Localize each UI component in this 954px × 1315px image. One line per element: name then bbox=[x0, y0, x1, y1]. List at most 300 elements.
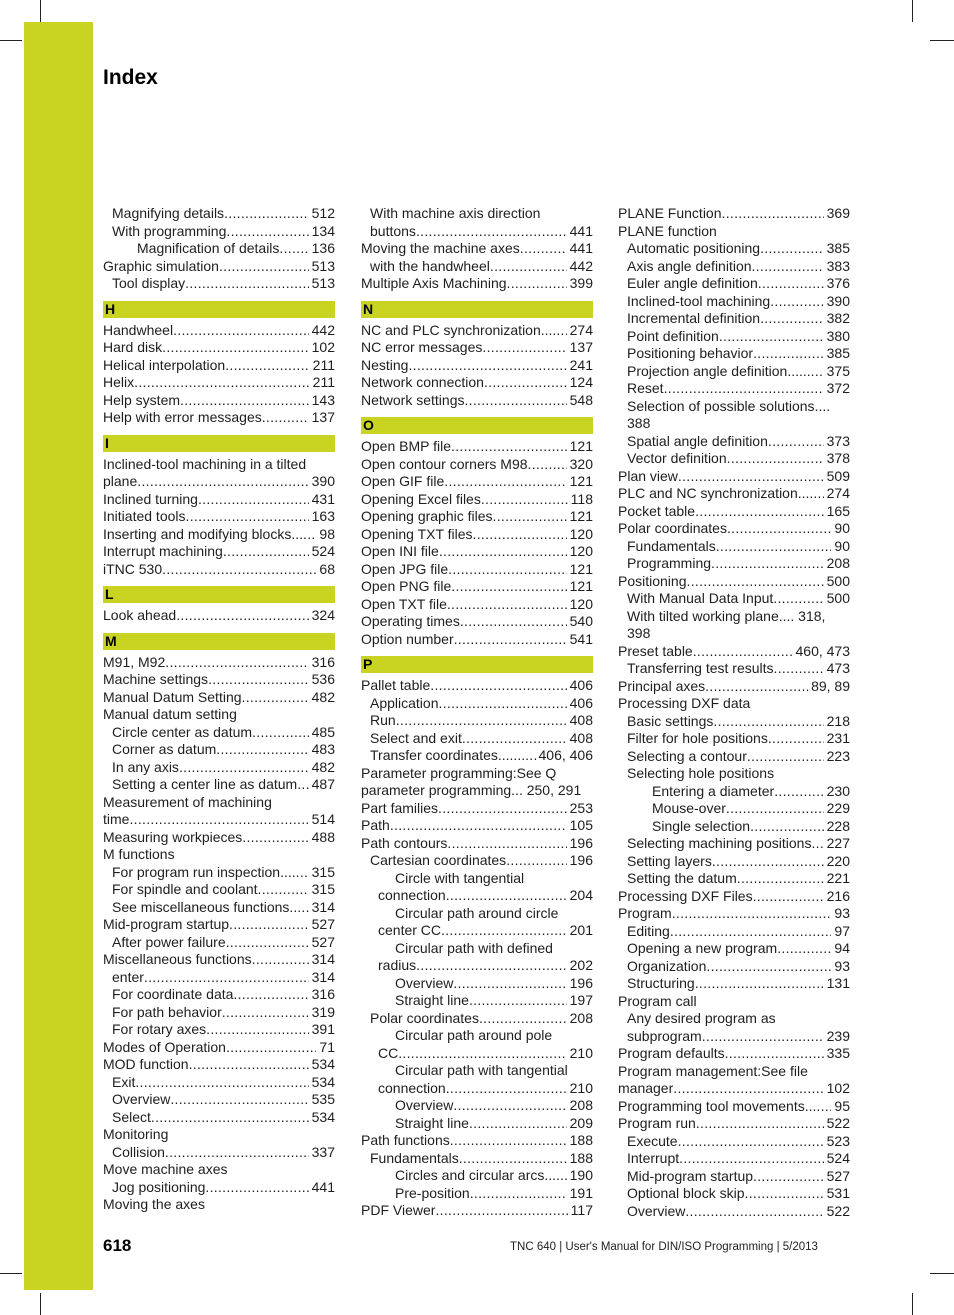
entry-term: Reset bbox=[627, 380, 664, 396]
dot-leader bbox=[252, 951, 309, 969]
index-column-3 bbox=[618, 205, 850, 1220]
entry-page-ref: 229 bbox=[826, 800, 850, 816]
index-entry bbox=[618, 363, 850, 381]
dot-leader bbox=[180, 392, 309, 410]
entry-page-ref: 253 bbox=[569, 799, 593, 816]
dot-leader bbox=[173, 322, 309, 340]
index-letter-heading: O bbox=[361, 417, 593, 434]
entry-term: Automatic positioning bbox=[627, 240, 761, 256]
index-entry bbox=[103, 864, 335, 882]
index-entry bbox=[361, 1097, 593, 1115]
dot-leader bbox=[390, 817, 567, 835]
index-entry-text: Any desired program as bbox=[627, 1010, 776, 1026]
index-entry bbox=[618, 205, 850, 223]
entry-page-ref: 369 bbox=[826, 205, 850, 221]
entry-page-ref: 163 bbox=[311, 508, 335, 524]
entry-page-ref: 482 bbox=[311, 758, 335, 775]
index-entry bbox=[618, 1203, 850, 1221]
entry-term: Overview bbox=[112, 1091, 171, 1107]
index-entry bbox=[361, 1115, 593, 1133]
index-entry bbox=[618, 678, 850, 696]
dot-leader bbox=[727, 450, 824, 468]
index-entry bbox=[103, 473, 335, 491]
index-entry bbox=[361, 887, 593, 905]
dot-leader bbox=[460, 613, 567, 631]
entry-page-ref: 316 bbox=[311, 653, 335, 670]
index-entry bbox=[103, 543, 335, 561]
index-entry bbox=[618, 310, 850, 328]
entry-term: Program bbox=[618, 905, 672, 921]
entry-page-ref: 121 bbox=[569, 473, 593, 489]
index-letter-heading: M bbox=[103, 633, 335, 650]
entry-page-ref: 522 bbox=[826, 1115, 850, 1131]
entry-page-ref: 319 bbox=[311, 1003, 335, 1020]
entry-term: Execute bbox=[627, 1132, 678, 1149]
entry-term: Part families bbox=[361, 799, 439, 816]
dot-leader bbox=[774, 783, 823, 801]
index-entry bbox=[103, 654, 335, 672]
entry-term: Inserting and modifying blocks... bbox=[103, 525, 303, 542]
entry-page-ref: 390 bbox=[826, 292, 850, 309]
dot-leader bbox=[768, 730, 824, 748]
index-entry bbox=[361, 747, 593, 765]
entry-page-ref: 274 bbox=[826, 485, 850, 501]
index-entry bbox=[361, 1150, 593, 1168]
crop-mark bbox=[912, 1293, 913, 1315]
entry-term: Polar coordinates bbox=[370, 1009, 479, 1026]
entry-page-ref: 442 bbox=[311, 321, 335, 338]
entry-page-ref: 500 bbox=[826, 572, 850, 589]
dot-leader bbox=[705, 678, 808, 696]
entry-page-ref: 523 bbox=[826, 1132, 850, 1149]
entry-term: Pallet table bbox=[361, 677, 431, 693]
entry-page-ref: 524 bbox=[311, 543, 335, 559]
index-entry bbox=[361, 543, 593, 561]
entry-term: Fundamentals bbox=[627, 537, 716, 554]
index-entry bbox=[618, 1028, 850, 1046]
entry-term: Open BMP file bbox=[361, 438, 452, 454]
entry-term: Path contours bbox=[361, 834, 448, 851]
index-entry-text: Parameter programming:See Q bbox=[361, 764, 557, 781]
entry-page-ref: 68 bbox=[319, 560, 335, 577]
entry-term: Opening graphic files bbox=[361, 508, 493, 524]
dot-leader bbox=[464, 392, 566, 410]
index-entry bbox=[618, 538, 850, 556]
entry-page-ref: 482 bbox=[311, 688, 335, 705]
dot-leader bbox=[753, 1168, 824, 1186]
dot-leader bbox=[716, 538, 832, 556]
index-entry-text: With tilted working plane.... 318, bbox=[627, 607, 826, 624]
dot-leader bbox=[165, 654, 308, 672]
entry-term: Spatial angle definition bbox=[627, 432, 768, 449]
index-entry bbox=[618, 748, 850, 766]
dot-leader bbox=[813, 485, 823, 503]
entry-term: Moving the machine axes bbox=[361, 240, 520, 256]
index-entry bbox=[361, 1010, 593, 1028]
index-entry bbox=[618, 783, 850, 801]
entry-term: Opening a new program bbox=[627, 940, 778, 956]
dot-leader bbox=[398, 1045, 566, 1063]
index-entry bbox=[361, 613, 593, 631]
index-entry bbox=[103, 1109, 335, 1127]
entry-page-ref: 211 bbox=[312, 356, 335, 373]
entry-page-ref: 197 bbox=[569, 992, 593, 1008]
index-entry bbox=[618, 818, 850, 836]
index-entry bbox=[103, 508, 335, 526]
dot-leader bbox=[435, 1202, 567, 1220]
entry-page-ref: 378 bbox=[826, 450, 850, 466]
dot-leader bbox=[222, 1004, 309, 1022]
entry-term: PDF Viewer bbox=[361, 1202, 436, 1218]
dot-leader bbox=[673, 1080, 823, 1098]
dot-leader bbox=[737, 870, 824, 888]
entry-page-ref: 143 bbox=[311, 391, 335, 408]
dot-leader bbox=[205, 1179, 308, 1197]
entry-term: Machine settings bbox=[103, 671, 209, 687]
entry-term: Mouse-over bbox=[652, 800, 726, 816]
index-entry bbox=[361, 275, 593, 293]
index-entry-text: Monitoring bbox=[103, 1126, 169, 1142]
entry-page-ref: 94 bbox=[834, 940, 850, 956]
entry-term: Open contour corners M98 bbox=[361, 455, 528, 472]
dot-leader bbox=[713, 713, 823, 731]
entry-page-ref: 102 bbox=[311, 339, 335, 355]
dot-leader bbox=[556, 322, 566, 340]
index-entry bbox=[618, 730, 850, 748]
dot-leader bbox=[447, 835, 566, 853]
entry-term: Program defaults bbox=[618, 1045, 725, 1061]
entry-page-ref: 90 bbox=[834, 537, 850, 554]
entry-page-ref: 316 bbox=[311, 986, 335, 1002]
entry-term: Opening Excel files bbox=[361, 490, 481, 507]
entry-page-ref: 391 bbox=[311, 1021, 335, 1037]
index-entry bbox=[361, 456, 593, 474]
index-entry bbox=[103, 934, 335, 952]
entry-page-ref: 121 bbox=[569, 578, 593, 594]
dot-leader bbox=[446, 1080, 567, 1098]
dot-leader bbox=[233, 986, 308, 1004]
entry-term: Positioning bbox=[618, 572, 687, 589]
entry-term: Setting the datum bbox=[627, 870, 737, 886]
dot-leader bbox=[226, 223, 308, 241]
dot-leader bbox=[664, 380, 824, 398]
index-entry bbox=[103, 724, 335, 742]
dot-leader bbox=[170, 1091, 308, 1109]
entry-page-ref: 216 bbox=[826, 887, 850, 904]
entry-term: Program run bbox=[618, 1115, 696, 1131]
index-entry bbox=[103, 223, 335, 241]
index-entry bbox=[103, 322, 335, 340]
dot-leader bbox=[206, 1021, 309, 1039]
entry-page-ref: 485 bbox=[311, 723, 335, 740]
dot-leader bbox=[242, 829, 308, 847]
dot-leader bbox=[811, 835, 823, 853]
dot-leader bbox=[712, 853, 824, 871]
index-entry bbox=[103, 1144, 335, 1162]
dot-leader bbox=[711, 555, 824, 573]
dot-leader bbox=[454, 631, 567, 649]
index-entry bbox=[361, 374, 593, 392]
page-title: Index bbox=[103, 66, 158, 89]
entry-term: Transfer coordinates....... bbox=[370, 747, 526, 763]
entry-term: Vector definition bbox=[627, 450, 727, 466]
index-entry bbox=[361, 596, 593, 614]
index-entry bbox=[361, 631, 593, 649]
dot-leader bbox=[770, 293, 823, 311]
index-entry bbox=[618, 870, 850, 888]
index-entry-text: Program call bbox=[618, 992, 697, 1009]
entry-page-ref: 220 bbox=[826, 852, 850, 869]
index-entry bbox=[361, 322, 593, 340]
index-entry bbox=[103, 759, 335, 777]
index-entry bbox=[618, 905, 850, 923]
index-letter-heading: H bbox=[103, 301, 335, 318]
dot-leader bbox=[252, 724, 309, 742]
dot-leader bbox=[446, 887, 567, 905]
entry-term: Exit bbox=[112, 1073, 136, 1090]
index-entry bbox=[618, 1098, 850, 1116]
dot-leader bbox=[208, 671, 309, 689]
dot-leader bbox=[297, 776, 308, 794]
index-entry bbox=[103, 339, 335, 357]
index-entry bbox=[103, 491, 335, 509]
entry-term: Corner as datum bbox=[112, 741, 217, 757]
index-entry bbox=[103, 951, 335, 969]
entry-page-ref: 531 bbox=[826, 1185, 850, 1201]
dot-leader bbox=[189, 1056, 309, 1074]
crop-mark bbox=[40, 0, 41, 22]
entry-page-ref: 120 bbox=[569, 595, 593, 612]
entry-page-ref: 524 bbox=[826, 1150, 850, 1166]
crop-mark bbox=[0, 1273, 22, 1274]
entry-term: Overview bbox=[395, 974, 454, 991]
index-entry-text: Circular path around pole bbox=[395, 1027, 553, 1043]
entry-term: Point definition bbox=[627, 327, 719, 344]
dot-leader bbox=[750, 818, 824, 836]
entry-page-ref: 231 bbox=[826, 730, 850, 746]
entry-term: Application bbox=[370, 694, 439, 711]
entry-page-ref: 131 bbox=[826, 975, 850, 991]
entry-page-ref: 335 bbox=[826, 1045, 850, 1061]
entry-page-ref: 102 bbox=[826, 1080, 850, 1096]
index-entry bbox=[103, 741, 335, 759]
dot-leader bbox=[560, 1167, 567, 1185]
dot-leader bbox=[450, 1132, 567, 1150]
dot-leader bbox=[179, 759, 309, 777]
entry-page-ref: 188 bbox=[569, 1132, 593, 1148]
index-entry bbox=[361, 240, 593, 258]
index-entry bbox=[618, 643, 850, 661]
index-entry bbox=[361, 1202, 593, 1220]
dot-leader bbox=[242, 689, 309, 707]
index-entry bbox=[103, 1074, 335, 1092]
entry-page-ref: 201 bbox=[569, 922, 593, 938]
index-entry bbox=[103, 689, 335, 707]
entry-page-ref: 500 bbox=[826, 590, 850, 606]
dot-leader bbox=[752, 258, 824, 276]
dot-leader bbox=[726, 800, 824, 818]
entry-page-ref: 230 bbox=[826, 782, 850, 799]
entry-term: Pre-position bbox=[395, 1184, 470, 1201]
dot-leader bbox=[185, 275, 308, 293]
index-entry bbox=[361, 339, 593, 357]
entry-page-ref: 488 bbox=[311, 828, 335, 845]
entry-term: Tool display bbox=[112, 275, 186, 291]
dot-leader bbox=[484, 374, 567, 392]
dot-leader bbox=[702, 1028, 824, 1046]
dot-leader bbox=[151, 1109, 309, 1127]
index-entry bbox=[618, 345, 850, 363]
entry-term: Setting layers bbox=[627, 852, 712, 869]
dot-leader bbox=[678, 468, 824, 486]
index-entry bbox=[103, 357, 335, 375]
index-entry bbox=[361, 526, 593, 544]
entry-page-ref: 534 bbox=[311, 1056, 335, 1072]
entry-page-ref: 196 bbox=[569, 834, 593, 851]
index-entry bbox=[103, 275, 335, 293]
entry-page-ref: 211 bbox=[312, 374, 335, 390]
entry-term: For rotary axes bbox=[112, 1021, 207, 1037]
dot-leader bbox=[725, 1045, 824, 1063]
index-letter-heading: N bbox=[361, 301, 593, 318]
entry-term: Circle center as datum bbox=[112, 723, 253, 740]
entry-page-ref: 118 bbox=[570, 490, 593, 507]
entry-term: Opening TXT files bbox=[361, 525, 473, 542]
entry-page-ref: 134 bbox=[311, 222, 335, 239]
entry-page-ref: 223 bbox=[826, 747, 850, 764]
index-entry bbox=[103, 409, 335, 427]
entry-term: In any axis bbox=[112, 758, 179, 775]
dot-leader bbox=[297, 899, 308, 917]
dot-leader bbox=[430, 677, 566, 695]
index-entry bbox=[618, 923, 850, 941]
entry-term: Open TXT file bbox=[361, 595, 447, 612]
entry-term: center CC bbox=[378, 922, 442, 938]
dot-leader bbox=[687, 573, 824, 591]
index-entry bbox=[618, 1168, 850, 1186]
dot-leader bbox=[696, 1115, 824, 1133]
dot-leader bbox=[408, 357, 566, 375]
entry-term: Plan view bbox=[618, 467, 678, 484]
entry-term: Modes of Operation bbox=[103, 1038, 226, 1055]
index-entry bbox=[618, 573, 850, 591]
entry-page-ref: 337 bbox=[311, 1143, 335, 1160]
dot-leader bbox=[439, 695, 567, 713]
index-entry bbox=[618, 800, 850, 818]
entry-term: See miscellaneous functions.. bbox=[112, 898, 298, 915]
entry-page-ref: 527 bbox=[826, 1167, 850, 1184]
index-entry bbox=[103, 986, 335, 1004]
index-entry bbox=[361, 992, 593, 1010]
dot-leader bbox=[448, 561, 566, 579]
dot-leader bbox=[706, 958, 831, 976]
entry-term: Miscellaneous functions bbox=[103, 951, 252, 967]
entry-page-ref: 121 bbox=[569, 560, 593, 577]
entry-term: subprogram bbox=[627, 1027, 702, 1044]
index-entry bbox=[361, 712, 593, 730]
dot-leader bbox=[453, 975, 566, 993]
dot-leader bbox=[129, 811, 308, 829]
index-entry-text: M functions bbox=[103, 846, 175, 862]
dot-leader bbox=[745, 1185, 824, 1203]
index-entry bbox=[361, 800, 593, 818]
dot-leader bbox=[165, 1144, 309, 1162]
entry-term: Interrupt machining bbox=[103, 543, 223, 559]
dot-leader bbox=[528, 456, 567, 474]
entry-page-ref: 406 bbox=[569, 694, 593, 711]
index-entry-text: Circular path with defined bbox=[395, 939, 553, 956]
index-entry bbox=[361, 491, 593, 509]
entry-term: For spindle and coolant bbox=[112, 881, 258, 897]
dot-leader bbox=[719, 328, 824, 346]
index-entry-text: Selecting hole positions bbox=[627, 765, 775, 781]
entry-page-ref: 382 bbox=[826, 310, 850, 326]
index-entry-text: Selection of possible solutions.... bbox=[627, 397, 831, 414]
index-entry bbox=[361, 835, 593, 853]
entry-term: Open GIF file bbox=[361, 473, 445, 489]
dot-leader bbox=[773, 590, 823, 608]
dot-leader bbox=[396, 712, 567, 730]
entry-term: Measuring workpieces bbox=[103, 828, 243, 845]
dot-leader bbox=[226, 934, 309, 952]
entry-page-ref: 120 bbox=[569, 543, 593, 559]
entry-term: M91, M92 bbox=[103, 653, 166, 670]
entry-term: Processing DXF Files bbox=[618, 887, 753, 904]
dot-leader bbox=[753, 345, 824, 363]
index-entry bbox=[103, 881, 335, 899]
entry-page-ref: 514 bbox=[311, 811, 335, 827]
entry-page-ref: 121 bbox=[569, 508, 593, 524]
entry-page-ref: 483 bbox=[311, 741, 335, 757]
index-entry bbox=[103, 899, 335, 917]
index-entry bbox=[361, 561, 593, 579]
index-entry bbox=[361, 508, 593, 526]
index-entry bbox=[618, 940, 850, 958]
entry-page-ref: 137 bbox=[311, 409, 335, 425]
entry-term: Magnification of details bbox=[137, 240, 280, 256]
index-entry bbox=[103, 1056, 335, 1074]
entry-term: Overview bbox=[395, 1097, 454, 1113]
index-entry-text: Program management:See file bbox=[618, 1062, 808, 1079]
dot-leader bbox=[262, 409, 309, 427]
index-entry bbox=[361, 1185, 593, 1203]
index-entry bbox=[618, 380, 850, 398]
entry-page-ref: 406 bbox=[569, 677, 593, 693]
crop-mark bbox=[912, 0, 913, 22]
entry-page-ref: 541 bbox=[569, 630, 593, 647]
dot-leader bbox=[134, 374, 310, 392]
dot-leader bbox=[777, 940, 831, 958]
index-entry bbox=[103, 240, 335, 258]
dot-leader bbox=[135, 1074, 308, 1092]
entry-term: Path bbox=[361, 817, 390, 833]
entry-term: Initiated tools bbox=[103, 508, 186, 524]
entry-term: time bbox=[103, 811, 130, 827]
index-entry bbox=[618, 853, 850, 871]
entry-term: Helical interpolation bbox=[103, 356, 226, 373]
entry-term: Open JPG file bbox=[361, 560, 449, 577]
dot-leader bbox=[144, 969, 309, 987]
entry-term: Selecting a contour bbox=[627, 747, 747, 764]
entry-page-ref: 188 bbox=[569, 1149, 593, 1166]
index-entry bbox=[103, 1179, 335, 1197]
index-entry bbox=[103, 1004, 335, 1022]
entry-page-ref: 441 bbox=[569, 222, 593, 239]
entry-term: Projection angle definition...... bbox=[627, 362, 811, 379]
index-entry bbox=[361, 695, 593, 713]
entry-term: Operating times bbox=[361, 613, 460, 629]
index-entry bbox=[103, 969, 335, 987]
